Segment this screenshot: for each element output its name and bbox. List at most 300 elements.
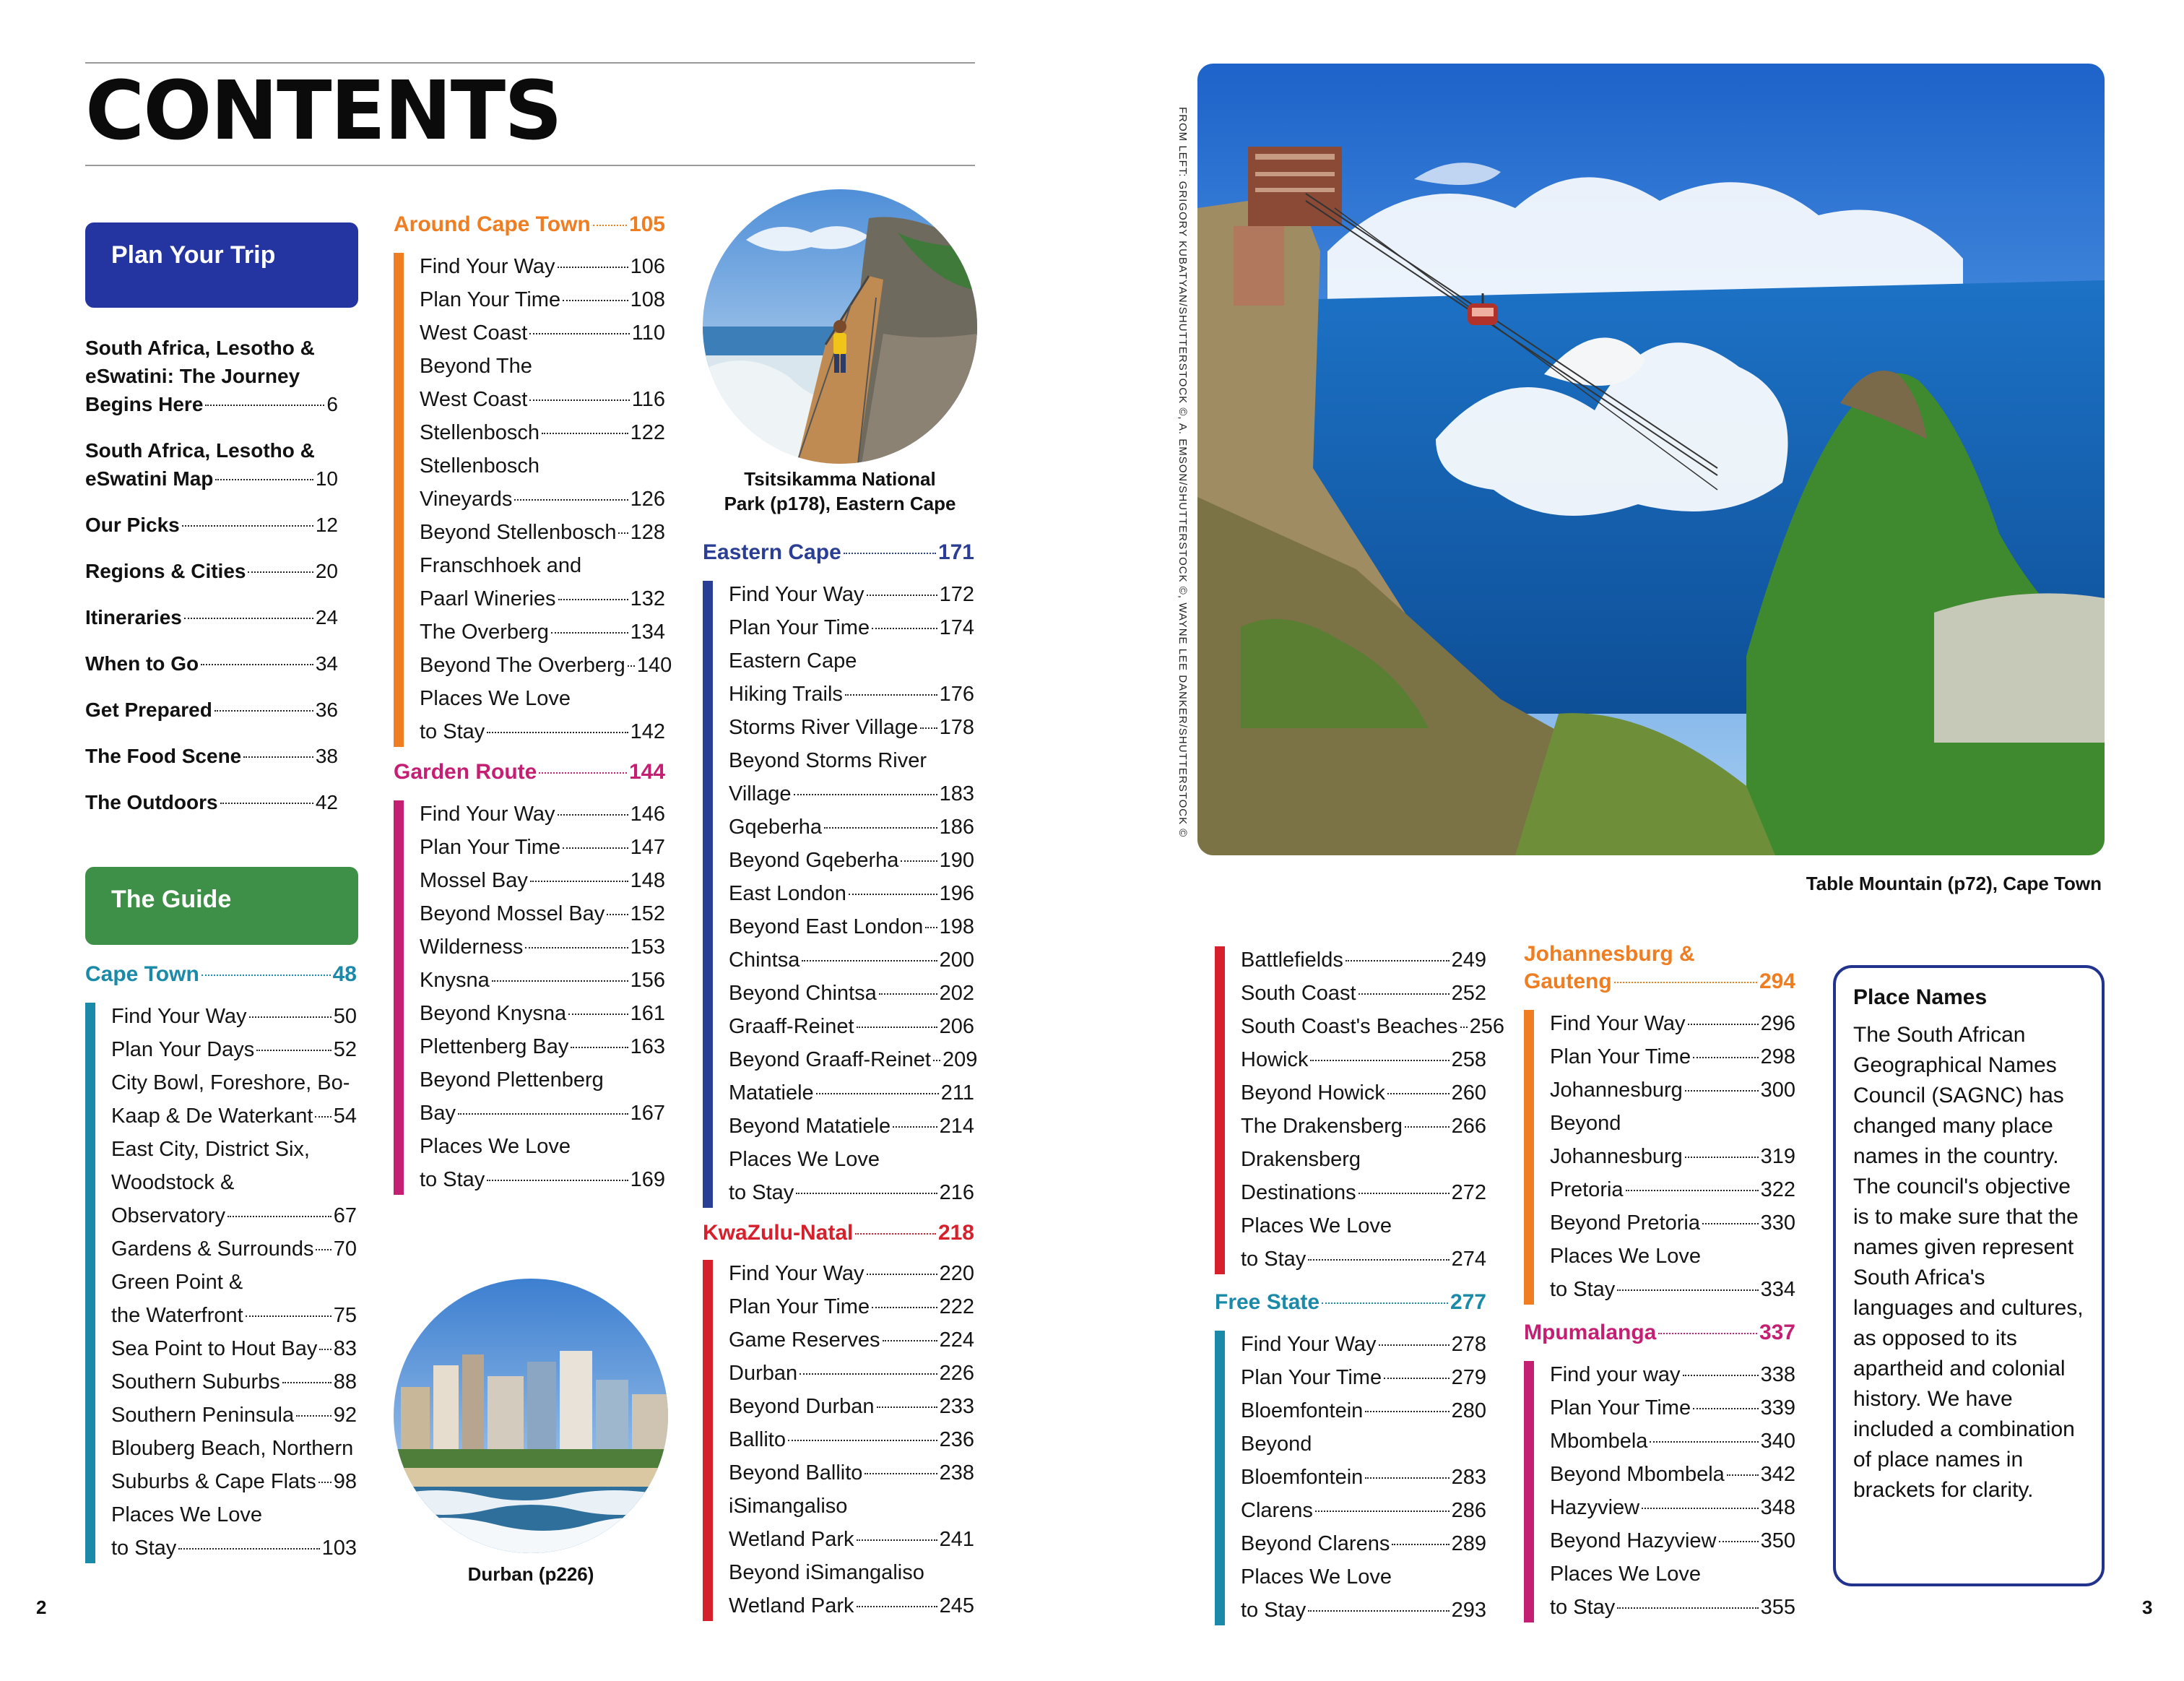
- toc-entry-row: [1550, 1391, 1795, 1425]
- toc-entry[interactable]: [729, 1143, 974, 1209]
- toc-entry-title: to Stay: [111, 1537, 177, 1560]
- dot-leader: [539, 772, 627, 774]
- toc-entry[interactable]: [729, 1390, 974, 1423]
- toc-entry[interactable]: [729, 578, 974, 611]
- section-color-bar: [703, 1260, 713, 1621]
- toc-entry[interactable]: [729, 611, 974, 644]
- toc-entry[interactable]: [420, 649, 672, 682]
- toc-entry-row: [420, 831, 665, 864]
- toc-entry-page: 249: [1451, 948, 1486, 972]
- dot-leader: [845, 694, 937, 696]
- toc-entry-title: Kaap & De Waterkant: [111, 1105, 313, 1128]
- toc-entry[interactable]: [111, 1033, 357, 1066]
- toc-entry-page: 156: [630, 969, 665, 992]
- toc-entry[interactable]: [1241, 1394, 1486, 1427]
- plan-entry[interactable]: [85, 603, 338, 631]
- plan-entry-page: 10: [315, 467, 338, 490]
- toc-entry-title: Beyond East London: [729, 915, 924, 938]
- toc-entry-title: to Stay: [1550, 1596, 1616, 1619]
- toc-entry-page: 198: [939, 915, 974, 938]
- toc-entry-row: [1241, 977, 1486, 1010]
- toc-entry[interactable]: [111, 1399, 357, 1432]
- toc-entry-page: 214: [939, 1115, 974, 1138]
- dot-leader: [1358, 993, 1450, 995]
- toc-entry-line: Franschhoek and: [420, 554, 582, 577]
- toc-entry-title: Graaff-Reinet: [729, 1015, 854, 1038]
- toc-entry[interactable]: [420, 283, 665, 316]
- section-list: [420, 250, 672, 748]
- toc-entry[interactable]: [1550, 1173, 1795, 1206]
- plan-entry-title: eSwatini Map: [85, 467, 214, 490]
- toc-entry-row: [111, 1465, 357, 1498]
- toc-entry-page: 348: [1760, 1496, 1795, 1519]
- section-name: Around Cape Town: [394, 212, 591, 236]
- toc-entry-title: Beyond Chintsa: [729, 982, 877, 1005]
- dot-leader: [458, 1113, 628, 1115]
- dot-leader: [202, 975, 331, 976]
- toc-entry[interactable]: [420, 250, 665, 283]
- toc-entry[interactable]: [729, 811, 974, 844]
- toc-entry[interactable]: [111, 1332, 357, 1365]
- toc-entry[interactable]: [420, 516, 665, 549]
- toc-entry[interactable]: [420, 1063, 665, 1130]
- toc-entry-row: [729, 1176, 974, 1209]
- toc-entry[interactable]: [1241, 977, 1486, 1010]
- toc-entry-row: [111, 1299, 357, 1332]
- toc-entry-row: [729, 1290, 974, 1323]
- table-mountain-caption: Table Mountain (p72), Cape Town: [1806, 873, 2102, 894]
- toc-entry[interactable]: [1550, 1107, 1795, 1173]
- toc-entry-title: Beyond Hazyview: [1550, 1529, 1717, 1552]
- toc-entry[interactable]: [111, 1498, 357, 1565]
- dot-leader: [1308, 1259, 1449, 1261]
- toc-entry-line: Blouberg Beach, Northern: [111, 1437, 354, 1460]
- toc-entry-row: [729, 1523, 974, 1556]
- dot-leader: [1617, 1607, 1758, 1609]
- toc-entry-page: 209: [942, 1048, 978, 1071]
- toc-entry-row: [729, 1257, 974, 1290]
- toc-entry[interactable]: [1550, 1391, 1795, 1425]
- toc-entry[interactable]: [420, 831, 665, 864]
- toc-entry-page: 280: [1451, 1399, 1486, 1422]
- toc-entry-title: Find Your Way: [729, 583, 864, 606]
- toc-entry-page: 342: [1760, 1463, 1795, 1486]
- toc-entry[interactable]: [729, 1556, 974, 1622]
- toc-entry[interactable]: [1241, 1110, 1486, 1143]
- toc-entry-page: 286: [1451, 1499, 1486, 1522]
- toc-entry[interactable]: [1241, 1076, 1486, 1110]
- toc-entry[interactable]: [1550, 1040, 1795, 1073]
- toc-entry-title: Find Your Way: [420, 803, 555, 826]
- dot-leader: [563, 300, 628, 301]
- section-page: 337: [1759, 1321, 1795, 1344]
- plan-entry-page: 6: [326, 393, 338, 415]
- toc-entry-title: Hiking Trails: [729, 683, 843, 706]
- toc-entry-page: 153: [630, 935, 665, 959]
- dot-leader: [1308, 1610, 1449, 1612]
- toc-entry-row: [729, 943, 974, 977]
- toc-entry[interactable]: [729, 1323, 974, 1357]
- toc-entry-page: 128: [630, 521, 665, 544]
- toc-entry-row: [111, 1232, 357, 1266]
- toc-entry[interactable]: [420, 897, 665, 930]
- toc-entry-row: [420, 964, 665, 997]
- toc-entry[interactable]: [1241, 1527, 1486, 1560]
- toc-entry-line: Places We Love: [420, 1135, 571, 1158]
- dot-leader: [492, 980, 628, 982]
- toc-entry-row: [1241, 1076, 1486, 1110]
- toc-entry-page: 236: [939, 1428, 974, 1451]
- toc-entry-line: Beyond iSimangaliso: [729, 1561, 924, 1584]
- table-mountain-photo: [1197, 64, 2105, 855]
- dot-leader: [824, 827, 937, 829]
- toc-entry-row: [420, 930, 665, 964]
- section-heading[interactable]: [394, 211, 665, 238]
- dot-leader: [1719, 1541, 1759, 1542]
- toc-entry-page: 289: [1451, 1532, 1486, 1555]
- dot-leader: [1358, 1193, 1450, 1194]
- section-heading-row: [85, 961, 357, 988]
- section-page: 48: [332, 962, 357, 986]
- dot-leader: [1693, 1408, 1759, 1409]
- plan-entry-line: eSwatini: The Journey: [85, 365, 300, 387]
- toc-entry[interactable]: [111, 1133, 357, 1232]
- toc-entry-row: [1241, 1243, 1486, 1276]
- toc-entry-page: 70: [333, 1237, 357, 1261]
- toc-entry[interactable]: [420, 964, 665, 997]
- plan-entry[interactable]: [85, 649, 338, 678]
- toc-entry-line: Places We Love: [1550, 1563, 1702, 1586]
- toc-entry-row: [1241, 1394, 1486, 1427]
- toc-entry[interactable]: [111, 1432, 357, 1498]
- toc-entry-row: [111, 1000, 357, 1033]
- plan-entry[interactable]: [85, 742, 338, 770]
- toc-entry-row: [729, 811, 974, 844]
- toc-entry[interactable]: [111, 1266, 357, 1332]
- toc-entry[interactable]: [1550, 1491, 1795, 1524]
- toc-entry[interactable]: [420, 682, 665, 748]
- toc-entry-page: 169: [630, 1168, 665, 1191]
- dot-leader: [794, 794, 937, 795]
- toc-entry-row: [420, 615, 665, 649]
- toc-entry[interactable]: [1550, 1557, 1795, 1624]
- toc-entry[interactable]: [1241, 1209, 1486, 1276]
- toc-entry[interactable]: [420, 615, 665, 649]
- plan-entry-page: 38: [315, 745, 338, 767]
- toc-entry-line: Places We Love: [111, 1503, 263, 1526]
- dot-leader: [1614, 982, 1757, 983]
- toc-entry-title: Beyond Durban: [729, 1395, 875, 1418]
- toc-entry-page: 260: [1451, 1081, 1486, 1105]
- toc-entry-title: Find Your Way: [1241, 1333, 1377, 1356]
- toc-entry-title: Knysna: [420, 969, 490, 992]
- toc-entry-title: Plan Your Time: [1550, 1396, 1691, 1419]
- toc-entry-title: Plan Your Days: [111, 1038, 255, 1061]
- toc-entry-row: [729, 1589, 974, 1622]
- toc-entry-page: 106: [630, 255, 665, 278]
- toc-entry-title: Storms River Village: [729, 716, 919, 739]
- toc-entry-page: 340: [1760, 1430, 1795, 1453]
- toc-entry-row: [1241, 1527, 1486, 1560]
- toc-entry-row: [729, 777, 974, 811]
- plan-entry[interactable]: [85, 557, 338, 585]
- page-number-left: 2: [36, 1596, 47, 1618]
- toc-entry-line: Drakensberg: [1241, 1148, 1361, 1171]
- toc-entry-page: 279: [1451, 1366, 1486, 1389]
- toc-entry[interactable]: [729, 1423, 974, 1456]
- plan-entry[interactable]: [85, 436, 338, 493]
- toc-entry-page: 67: [333, 1204, 357, 1227]
- plan-entry-row: [85, 696, 338, 724]
- toc-entry[interactable]: [420, 449, 665, 516]
- toc-entry-title: to Stay: [420, 720, 485, 743]
- toc-entry-title: Bay: [420, 1102, 456, 1125]
- section-name: Eastern Cape: [703, 540, 841, 564]
- section-heading[interactable]: [85, 961, 357, 988]
- toc-entry-line: iSimangaliso: [729, 1495, 848, 1518]
- toc-entry-row: [420, 283, 665, 316]
- toc-entry[interactable]: [420, 549, 665, 615]
- durban-caption: Durban (p226): [467, 1563, 594, 1585]
- plan-entry[interactable]: [85, 511, 338, 539]
- toc-entry-page: 98: [333, 1470, 357, 1493]
- dot-leader: [205, 405, 324, 406]
- the-guide-box[interactable]: [85, 867, 358, 945]
- toc-entry[interactable]: [111, 1232, 357, 1266]
- toc-entry[interactable]: [729, 877, 974, 910]
- dot-leader: [1322, 1302, 1448, 1304]
- toc-entry-page: 226: [939, 1362, 974, 1385]
- toc-entry-title: Find Your Way: [1550, 1012, 1686, 1035]
- toc-entry[interactable]: [420, 864, 665, 897]
- toc-entry-row: [111, 1332, 357, 1365]
- toc-entry[interactable]: [1550, 1358, 1795, 1391]
- section-heading-row: [1524, 1319, 1795, 1347]
- toc-entry[interactable]: [111, 1365, 357, 1399]
- toc-entry[interactable]: [420, 997, 665, 1030]
- plan-entry-line: South Africa, Lesotho &: [85, 439, 315, 462]
- toc-entry[interactable]: [1550, 1458, 1795, 1491]
- toc-entry[interactable]: [1241, 1361, 1486, 1394]
- toc-entry-title: Sea Point to Hout Bay: [111, 1337, 318, 1360]
- toc-entry-row: [1550, 1524, 1795, 1557]
- toc-entry[interactable]: [729, 1043, 978, 1076]
- toc-entry-title: to Stay: [420, 1168, 485, 1191]
- toc-entry-title: Durban: [729, 1362, 798, 1385]
- toc-entry-page: 233: [939, 1395, 974, 1418]
- toc-entry-row: [111, 1399, 357, 1432]
- toc-entry[interactable]: [1241, 943, 1486, 977]
- toc-entry-row: [1241, 1594, 1486, 1627]
- section-heading-row: [703, 1219, 974, 1247]
- toc-entry[interactable]: [1550, 1007, 1795, 1040]
- toc-entry[interactable]: [1241, 1143, 1486, 1209]
- plan-your-trip-box[interactable]: [85, 222, 358, 308]
- toc-entry-page: 88: [333, 1370, 357, 1393]
- dot-leader: [857, 1027, 937, 1028]
- toc-entry[interactable]: [1241, 1328, 1486, 1361]
- toc-entry[interactable]: [1550, 1206, 1795, 1240]
- toc-entry[interactable]: [420, 798, 665, 831]
- plan-entry-title: Regions & Cities: [85, 560, 246, 582]
- section-name: Gauteng: [1524, 969, 1612, 993]
- toc-entry-title: Wilderness: [420, 935, 524, 959]
- section-heading-row: [1215, 1289, 1486, 1316]
- dot-leader: [1650, 1441, 1758, 1443]
- toc-entry[interactable]: [729, 1010, 974, 1043]
- toc-entry[interactable]: [729, 1290, 974, 1323]
- toc-entry-page: 132: [630, 587, 665, 610]
- toc-entry-page: 167: [630, 1102, 665, 1125]
- toc-entry-line: Woodstock &: [111, 1171, 235, 1194]
- section-heading[interactable]: [1524, 941, 1795, 995]
- dot-leader: [872, 1307, 937, 1308]
- section-heading-line-1: Johannesburg &: [1524, 942, 1695, 966]
- plan-entry-row: [85, 557, 338, 585]
- toc-entry-page: 54: [333, 1105, 357, 1128]
- toc-entry[interactable]: [1241, 1043, 1486, 1076]
- toc-entry-page: 176: [939, 683, 974, 706]
- toc-entry-page: 146: [630, 803, 665, 826]
- toc-entry-page: 296: [1760, 1012, 1795, 1035]
- toc-entry-page: 186: [939, 816, 974, 839]
- toc-entry[interactable]: [729, 1257, 974, 1290]
- toc-entry-row: [729, 711, 974, 744]
- dot-leader: [816, 1093, 939, 1094]
- dot-leader: [558, 599, 628, 600]
- toc-entry-row: [1550, 1206, 1795, 1240]
- toc-entry-page: 322: [1760, 1178, 1795, 1201]
- toc-entry-row: [1550, 1591, 1795, 1624]
- section-heading[interactable]: [703, 1219, 974, 1247]
- toc-entry[interactable]: [111, 1000, 357, 1033]
- toc-entry-page: 83: [333, 1337, 357, 1360]
- toc-entry[interactable]: [729, 1357, 974, 1390]
- toc-entry-row: [729, 977, 974, 1010]
- toc-entry[interactable]: [729, 943, 974, 977]
- toc-entry[interactable]: [729, 910, 974, 943]
- place-names-body: The South African Geographical Names Council (SAGNC) has changed many place names in the country. The council's objective is to make sure that the names given represent South Africa's languages and cultures, as opposed to its apartheid and colonial history. We have included a combination of place names in brackets for clarity.: [1853, 1023, 2084, 1502]
- toc-entry-title: Find your way: [1550, 1363, 1681, 1386]
- toc-entry-title: Wetland Park: [729, 1594, 854, 1617]
- toc-entry[interactable]: [420, 416, 665, 449]
- tsitsikamma-caption-line-2: Park (p178), Eastern Cape: [724, 493, 956, 514]
- toc-entry-page: 216: [939, 1181, 974, 1204]
- section-heading[interactable]: [1524, 1319, 1795, 1347]
- toc-entry[interactable]: [420, 1130, 665, 1196]
- toc-entry-row: [1241, 1010, 1504, 1043]
- plan-entry-title: Begins Here: [85, 393, 204, 415]
- toc-entry[interactable]: [729, 644, 974, 711]
- section-heading-row: [394, 759, 665, 786]
- toc-entry-page: 148: [630, 869, 665, 892]
- toc-entry-title: Southern Suburbs: [111, 1370, 280, 1393]
- toc-entry-title: East London: [729, 882, 846, 905]
- toc-entry[interactable]: [111, 1066, 357, 1133]
- toc-entry-title: Beyond The Overberg: [420, 654, 625, 677]
- toc-entry-row: [420, 1097, 665, 1130]
- toc-entry[interactable]: [729, 744, 974, 811]
- dot-leader: [933, 1060, 940, 1061]
- dot-leader: [883, 1340, 937, 1341]
- plan-entry-page: 20: [315, 560, 338, 582]
- toc-entry-title: West Coast: [420, 388, 528, 411]
- toc-entry-title: Beyond Howick: [1241, 1081, 1385, 1105]
- toc-entry[interactable]: [729, 711, 974, 744]
- dot-leader: [855, 1233, 936, 1235]
- toc-entry-title: Beyond Pretoria: [1550, 1211, 1700, 1235]
- plan-entry[interactable]: [85, 788, 338, 816]
- dot-leader: [867, 595, 937, 596]
- toc-entry[interactable]: [729, 1076, 974, 1110]
- toc-entry[interactable]: [1241, 1560, 1486, 1627]
- toc-entry[interactable]: [1241, 1494, 1486, 1527]
- toc-entry-page: 108: [630, 288, 665, 311]
- toc-entry[interactable]: [420, 350, 665, 416]
- toc-entry-row: [1550, 1173, 1795, 1206]
- toc-entry-row: [420, 864, 665, 897]
- section-heading[interactable]: [394, 759, 665, 786]
- toc-entry[interactable]: [1241, 1010, 1504, 1043]
- toc-entry[interactable]: [729, 1490, 974, 1556]
- section-heading[interactable]: [1215, 1289, 1486, 1316]
- section-name: Garden Route: [394, 760, 537, 784]
- toc-entry[interactable]: [420, 316, 665, 350]
- dot-leader: [867, 1274, 937, 1275]
- toc-entry[interactable]: [1550, 1240, 1795, 1306]
- section-list: [729, 578, 978, 1209]
- toc-entry-page: 202: [939, 982, 974, 1005]
- toc-entry-title: Find Your Way: [729, 1262, 864, 1285]
- plan-entry[interactable]: [85, 696, 338, 724]
- toc-entry[interactable]: [420, 930, 665, 964]
- toc-entry[interactable]: [1550, 1073, 1795, 1107]
- toc-entry-line: Stellenbosch: [420, 454, 540, 477]
- toc-entry[interactable]: [1241, 1427, 1486, 1494]
- toc-entry-row: [420, 483, 665, 516]
- toc-entry-title: Hazyview: [1550, 1496, 1640, 1519]
- section-heading[interactable]: [703, 539, 974, 566]
- toc-entry-title: Mbombela: [1550, 1430, 1648, 1453]
- title-rule: [85, 165, 975, 166]
- dot-leader: [1617, 1289, 1758, 1291]
- section-name: Free State: [1215, 1290, 1320, 1314]
- toc-entry[interactable]: [729, 1110, 974, 1143]
- toc-entry-title: Pretoria: [1550, 1178, 1624, 1201]
- dot-leader: [1685, 1157, 1759, 1158]
- section-name: Mpumalanga: [1524, 1321, 1657, 1344]
- toc-entry-page: 142: [630, 720, 665, 743]
- toc-entry[interactable]: [1550, 1425, 1795, 1458]
- toc-entry[interactable]: [1550, 1524, 1795, 1557]
- durban-photo: [394, 1279, 668, 1553]
- dot-leader: [879, 993, 937, 995]
- dot-leader: [607, 914, 628, 915]
- dot-leader: [593, 225, 627, 226]
- toc-entry[interactable]: [729, 844, 974, 877]
- plan-entry[interactable]: [85, 334, 338, 418]
- toc-entry[interactable]: [420, 1030, 665, 1063]
- dot-leader: [1693, 1057, 1759, 1058]
- dot-leader: [256, 1050, 331, 1051]
- toc-entry-title: Beyond Ballito: [729, 1461, 863, 1485]
- toc-entry[interactable]: [729, 1456, 974, 1490]
- section-list: [1550, 1007, 1795, 1306]
- toc-entry[interactable]: [729, 977, 974, 1010]
- section-page: 171: [937, 540, 974, 564]
- dot-leader: [178, 1548, 319, 1550]
- toc-entry-row: [729, 910, 974, 943]
